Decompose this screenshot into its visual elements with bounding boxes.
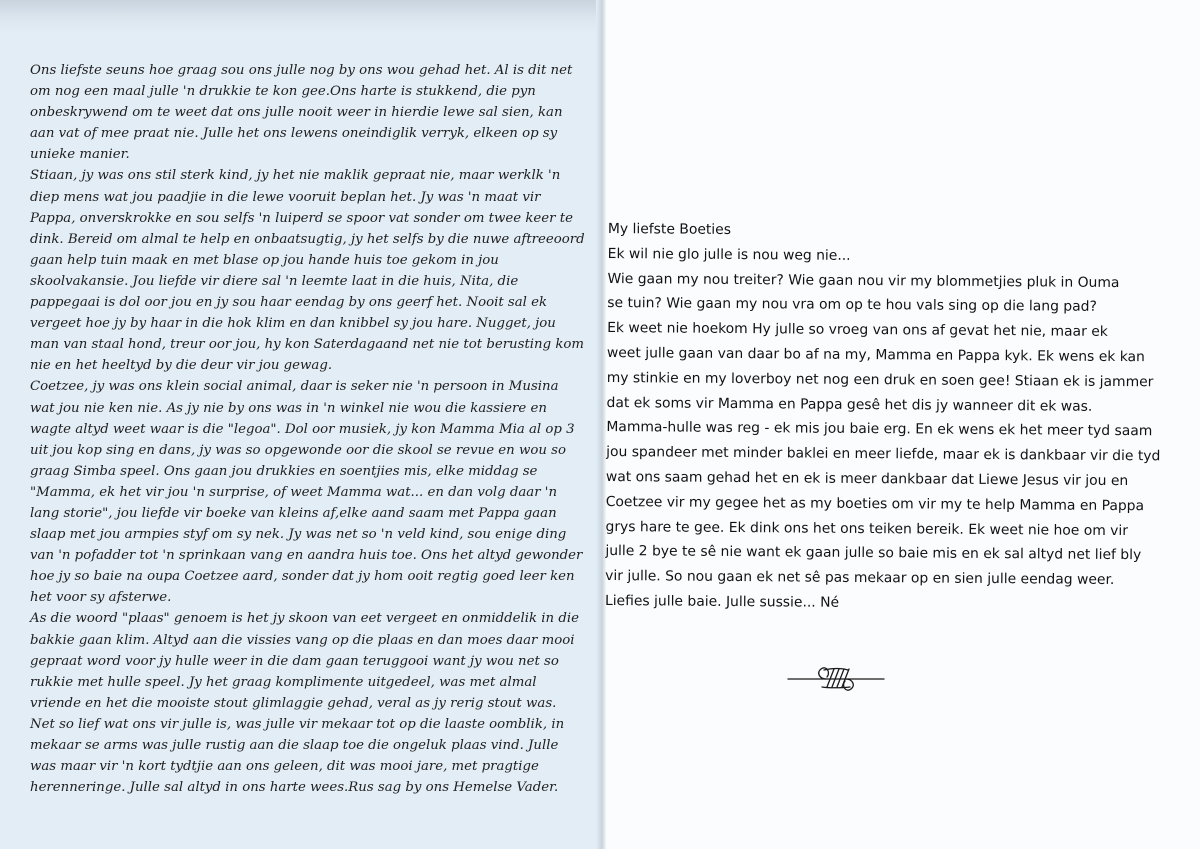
sister-letter-signoff: Liefies julle baie. Julle sussie... Né <box>604 592 840 611</box>
letter-paragraph-plaas: As die woord "plaas" genoem is het jy skoon van eet vergeet en onmiddelik in die bakkie gaan klim. Altyd aan die vissies vang op die plaas en dan moes daar mooi gepraat word voor jy hulle weer in die dam gaan teruggooi want jy wou net so rukkie met hulle speel. Jy het graag komplimente uitgedeel, was met almal vriende en het die mooiste stout glimlaggie gehad, veral as jy rerig stout was. <box>30 611 579 711</box>
sister-letter-line: vir julle. So nou gaan ek net sê pas mekaar op en sien julle eendag weer. <box>605 568 1115 589</box>
letter-paragraph-stiaan: Stiaan, jy was ons stil sterk kind, jy het nie maklik gepraat nie, maar werklk 'n diep mens wat jou paadjie in die lewe vooruit beplan het. Jy was 'n maat vir Pappa, onverskrokke en sou selfs 'n luiperd se spoor vat sonder om twee keer te dink. Bereid om almal te help en onbaatsugtig, jy het selfs by die nuwe aftreeoord gaan help tuin maak en met blase op jou hande huis toe gekom in jou skoolvakansie. Jou liefde vir diere sal 'n leemte laat in die huis, Nita, die pappegaai is dol oor jou en jy sou haar eendag by ons geerf het. Nooit sal ek vergeet hoe jy by haar in die hok klim en dan knibbel sy jou hare. Nugget, jou man van staal hond, treur oor jou, hy kon Saterdagaand net nie tot berusting kom nie en het heeltyd by die deur vir jou gewag. <box>30 168 585 374</box>
letter-paragraph-intro: Ons liefste seuns hoe graag sou ons julle nog by ons wou gehad het. Al is dit net om nog een maal julle 'n drukkie te kon gee.Ons harte is stukkend, die pyn onbeskrywend om te weet dat ons julle nooit weer in hierdie lewe sal sien, kan aan vat of mee praat nie. Julle het ons lewens oneindiglik verryk, elkeen op sy unieke manier. <box>30 63 573 163</box>
sister-letter-line: jou spandeer met minder baklei en meer liefde, maar ek is dankbaar vir die tyd <box>606 444 1161 465</box>
sister-letter-line: my stinkie en my loverboy net nog een druk en soen gee! Stiaan ek is jammer <box>606 369 1154 391</box>
sister-letter-greeting: My liefste Boeties <box>607 220 732 238</box>
letter-paragraph-closing: Net so lief wat ons vir julle is, was julle vir mekaar tot op die laaste oomblik, in mekaar se arms was julle rustig aan die slaap toe die ongeluk plaas vind. Julle was maar vir 'n kort tydtjie aan ons geleen, dit was mooi jare, met pragtige herenneringe. Julle sal altyd in ons harte wees.Rus sag by ons Hemelse Vader. <box>30 716 565 796</box>
scan-edge-shade <box>0 0 604 34</box>
sister-letter-line: se tuin? Wie gaan my nou vra om op te hou vals sing op die lang pad? <box>607 295 1097 316</box>
letter-paragraph-coetzee: Coetzee, jy was ons klein social animal, daar is seker nie 'n persoon in Musina wat jou nie ken nie. As jy nie by ons was in 'n winkel nie wou die kassiere en wagte altyd weet waar is die "legoa". Dol oor musiek, jy kon Mamma Mia al op 3 uit jou kop sing en dans, jy was so opgewonde oor die skool se revue en wou so graag Simba speel. Ons gaan jou drukkies en soentjies mis, elke middag se "Mamma, ek het vir jou 'n surprise, of weet Mamma wat... en dan volg daar 'n lang storie", jou liefde vir boeke van kleins af,elke aand saam met Pappa gaan slaap met jou armpies styf om sy nek. Jy was net so 'n veld kind, sou enige ding van 'n pofadder tot 'n sprinkaan vang en aandra huis toe. Ons het altyd gewonder hoe jy so baie na oupa Coetzee aard, sonder dat jy hom ooit regtig goed leer ken het voor sy afsterwe. <box>30 379 583 606</box>
sister-letter-line: Mamma-hulle was reg - ek mis jou baie erg. En ek wens ek het meer tyd saam <box>606 419 1153 440</box>
sister-letter <box>604 217 1161 618</box>
sister-letter-line: julle 2 bye te sê nie want ek gaan julle so baie mis en ek sal altyd net lief bly <box>605 543 1142 564</box>
sister-letter-line: Ek wil nie glo julle is nou weg nie... <box>607 245 851 264</box>
sister-letter-line: dat ek soms vir Mamma en Pappa gesê het dis jy wanneer dit ek was. <box>606 394 1093 415</box>
sister-letter-line: Ek weet nie hoekom Hy julle so vroeg van ons af gevat het nie, maar ek <box>607 320 1108 341</box>
sister-letter-line: Coetzee vir my gegee het as my boeties om vir my te help Mamma en Pappa <box>605 493 1145 514</box>
page-gutter <box>596 0 606 849</box>
sister-letter-line: Wie gaan my nou treiter? Wie gaan nou vir my blommetjies pluk in Ouma <box>607 270 1120 291</box>
sister-letter-line: grys hare te gee. Ek dink ons het ons teiken bereik. Ek weet nie hoe om vir <box>605 518 1129 539</box>
scroll-flourish-icon <box>786 660 886 696</box>
sister-letter-line: weet julle gaan van daar bo af na my, Mamma en Pappa kyk. Ek wens ek kan <box>606 344 1145 366</box>
parents-letter <box>30 60 586 798</box>
sister-letter-line: wat ons saam gehad het en ek is meer dankbaar dat Liewe Jesus vir jou en <box>605 468 1129 490</box>
